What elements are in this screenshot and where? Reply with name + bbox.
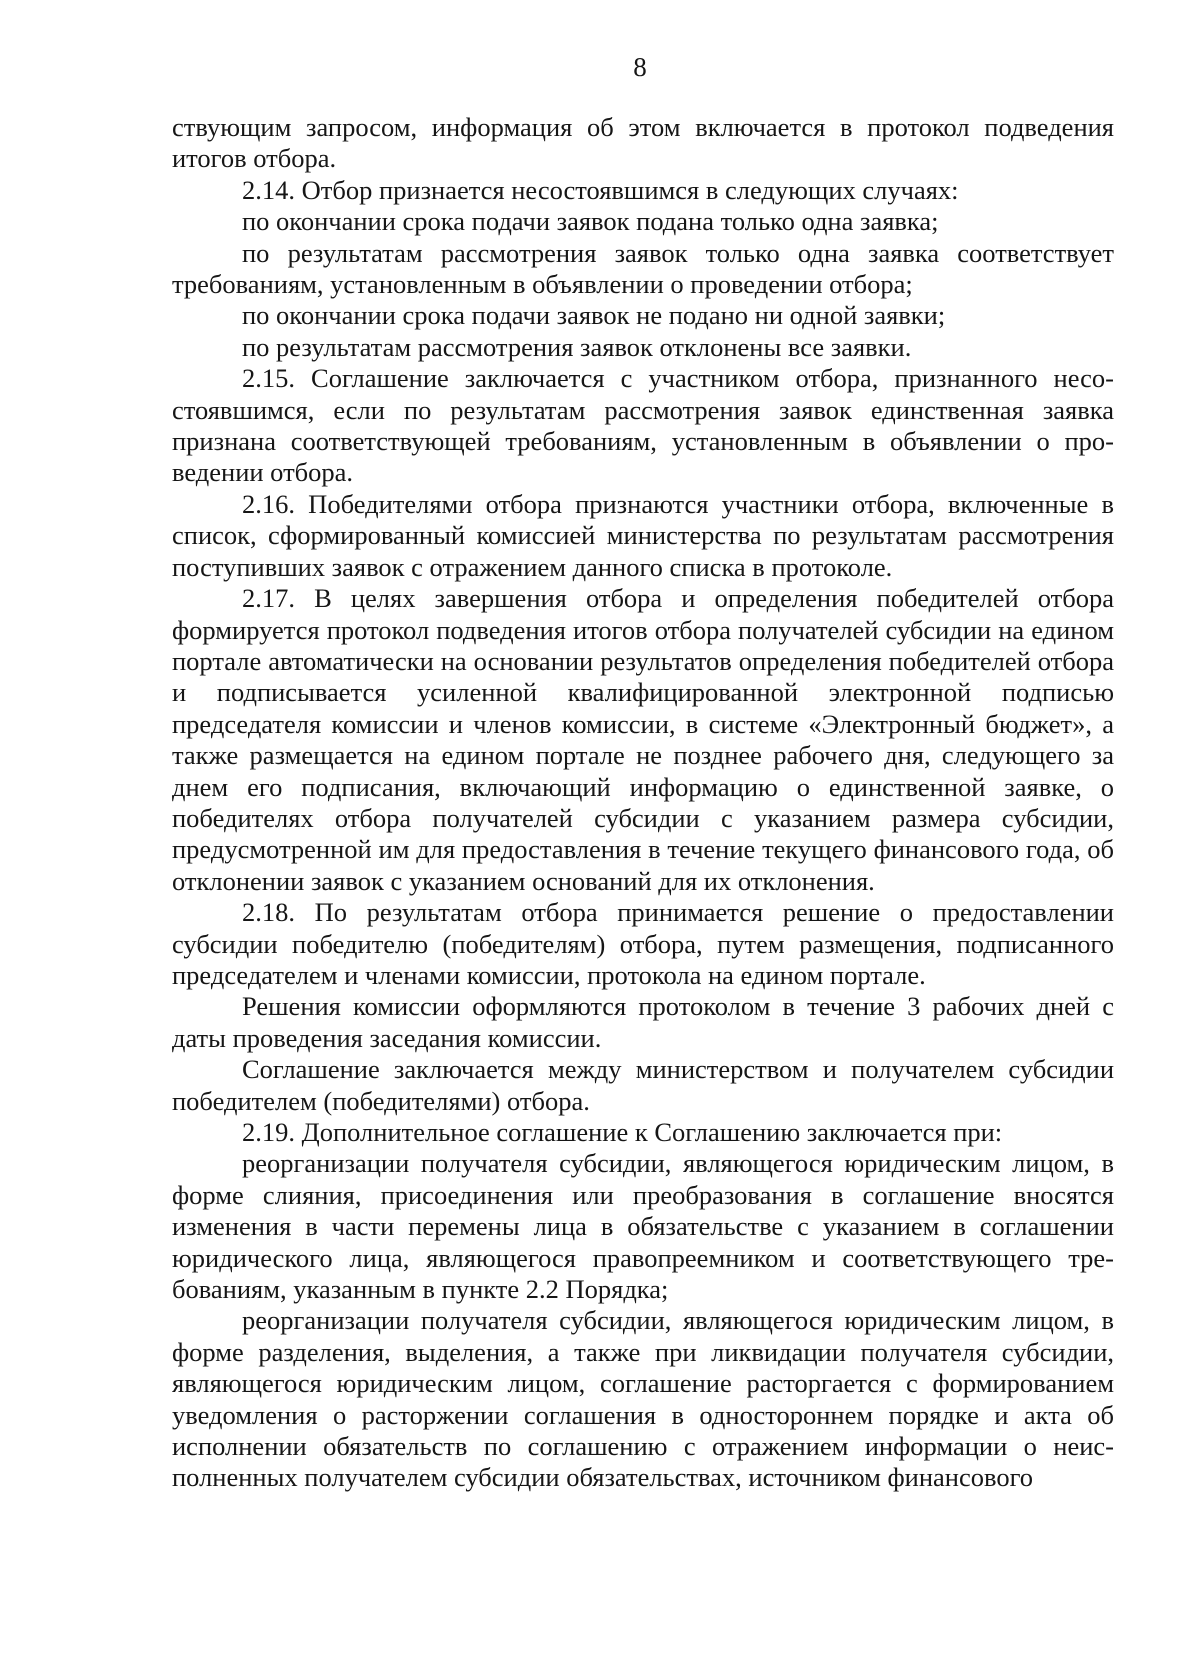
paragraph-reorganization-division: реорганизации получателя субсидии, являющегося юридическим лицом, в форме разделения, выделения, а также при ликвидации получателя субсидии, являющегося юридическим лицом, соглашение расторгается с формированием уведомления о расторжении соглашения в одностороннем порядке и акта об исполнении обязательств по соглашению с отражением информации о неисполненных получателем субсидии обязательствах, источником финансового [172,1305,1114,1493]
paragraph-case-no-applications: по окончании срока подачи заявок не подано ни одной заявки; [242,300,946,331]
paragraph-clause-2-18: 2.18. По результатам отбора принимается решение о предоставлении субсидии победителю (победителям) отбора, путем размещения, подписанного председателем и членами комиссии, протокола на едином портале. [172,897,1114,990]
paragraph-reorganization-merger: реорганизации получателя субсидии, являющегося юридическим лицом, в форме слияния, присоединения или преобразования в соглашение вносятся изменения в части перемены лица в обязательстве с указанием в соглашении юридического лица, являющегося правопреемником и соответствующего требованиям, указанным в пункте 2.2 Порядка; [172,1148,1114,1305]
paragraph-agreement-concluded: Соглашение заключается между министерством и получателем субсидии победителем (победителями) отбора. [172,1054,1114,1116]
paragraph-case-one-application: по окончании срока подачи заявок подана только одна заявка; [242,206,939,237]
paragraph-case-all-rejected: по результатам рассмотрения заявок отклонены все заявки. [242,331,912,362]
paragraph-clause-2-16: 2.16. Победителями отбора признаются участники отбора, включенные в список, сформированный комиссией министерства по результатам рассмотрения поступивших заявок с отражением данного списка в протоколе. [172,488,1114,582]
page-number: 8 [633,52,647,82]
paragraph-clause-2-17: 2.17. В целях завершения отбора и определения победителей отбора формируется протокол подведения итогов отбора получателей субсидии на едином портале автоматически на основании результатов определения победителей отбора и подписывается усиленной квалифицированной электронной подписью председателя комиссии и членов комиссии, в системе «Электронный бюджет», а также размещается на едином портале не позднее рабочего дня, следующего за днем его подписания, включающий информацию о единственной заявке, о победителях отбора получателей субсидии с указанием размера субсидии, предусмотренной им для предоставления в течение текущего финансового года, об отклонении заявок с указанием оснований для их отклонения. [172,583,1114,896]
paragraph-clause-2-19: 2.19. Дополнительное соглашение к Соглашению заключается при: [242,1117,1003,1147]
document-body [172,112,1114,1494]
paragraph-clause-2-15: 2.15. Соглашение заключается с участником отбора, признанного несостоявшимся, если по результатам рассмотрения заявок единственная заявка признана соответствующей требованиям, установленным в объявлении о проведении отбора. [172,363,1114,488]
paragraph-commission-decisions: Решения комиссии оформляются протоколом в течение 3 рабочих дней с даты проведения заседания комиссии. [172,991,1114,1053]
paragraph-clause-2-14: 2.14. Отбор признается несостоявшимся в следующих случаях: [242,174,959,205]
paragraph-case-one-compliant: по результатам рассмотрения заявок только одна заявка соответствует требованиям, установленным в объявлении о проведении отбора; [172,237,1114,300]
paragraph-continuation: ствующим запросом, информация об этом включается в протокол подведения итогов отбора. [172,112,1114,174]
